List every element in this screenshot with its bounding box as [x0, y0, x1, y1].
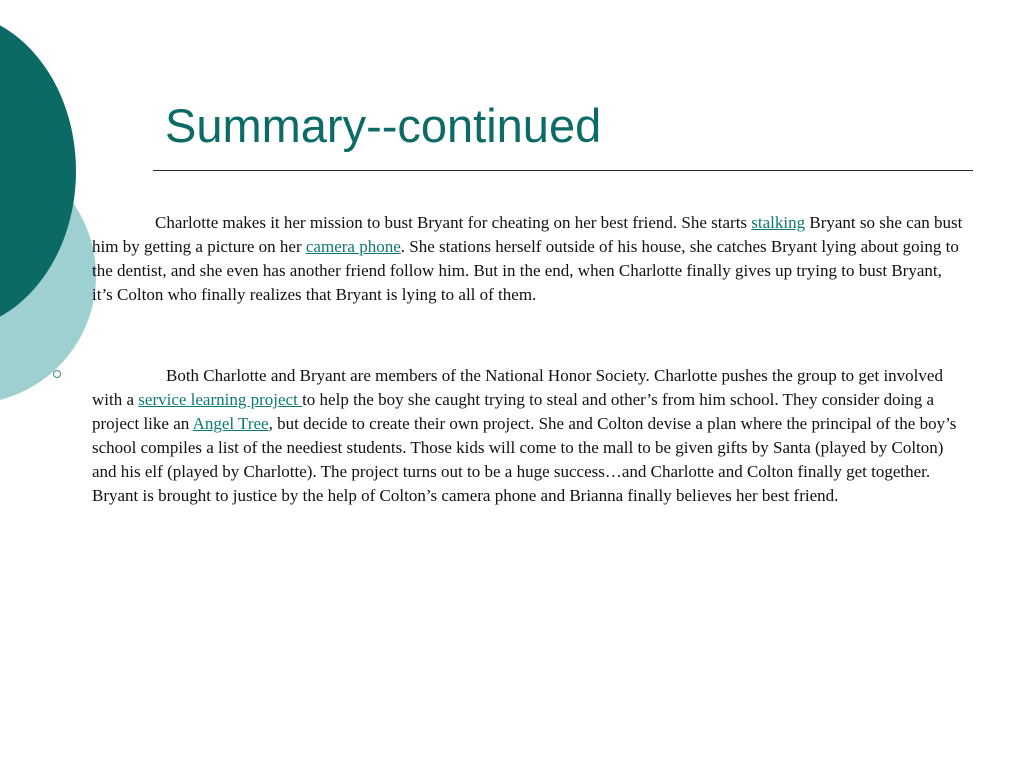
paragraph-1-text-3: . She stations herself outside of his house, she catches Bryant lying about going to the dentist, and she even has another friend follow him. But in the end, when Charlotte finally gives up trying to bust Bryant, it’s Colton who finally realizes that Bryant is lying to all of them. [92, 237, 959, 304]
paragraph-1-text-2: Bryant so she can bust him by getting a picture on her [92, 213, 963, 256]
summary-paragraph-1 [92, 211, 964, 307]
paragraph-2-text-1: Both Charlotte and Bryant are members of the National Honor Society. Charlotte pushes the group to get involved with a [92, 366, 943, 409]
camera-phone-link[interactable]: camera phone [305, 237, 401, 256]
paragraph-2-text-2: to help the boy she caught trying to steal and other’s from him school. They consider doing a project like an [92, 390, 935, 433]
hollow-circle-bullet-icon [53, 370, 61, 378]
service-learning-project-link[interactable]: service learning project [138, 390, 303, 409]
summary-paragraph-2 [92, 364, 964, 508]
paragraph-1-text-1: Charlotte makes it her mission to bust Bryant for cheating on her best friend. She starts [155, 213, 752, 232]
paragraph-2-text-3: , but decide to create their own project. She and Colton devise a plan where the principal of the boy’s school compiles a list of the neediest students. Those kids will come to the mall to be given gifts by Santa (played by Colton) and his elf (played by Charlotte). The project turns out to be a huge success…and Charlotte and Colton finally get together. Bryant is brought to justice by the help of Colton’s camera phone and Brianna finally believes her best friend. [92, 414, 957, 505]
angel-tree-link[interactable]: Angel Tree [192, 414, 269, 433]
slide-title: Summary--continued [165, 99, 602, 152]
title-divider [153, 170, 973, 171]
stalking-link[interactable]: stalking [751, 213, 806, 232]
